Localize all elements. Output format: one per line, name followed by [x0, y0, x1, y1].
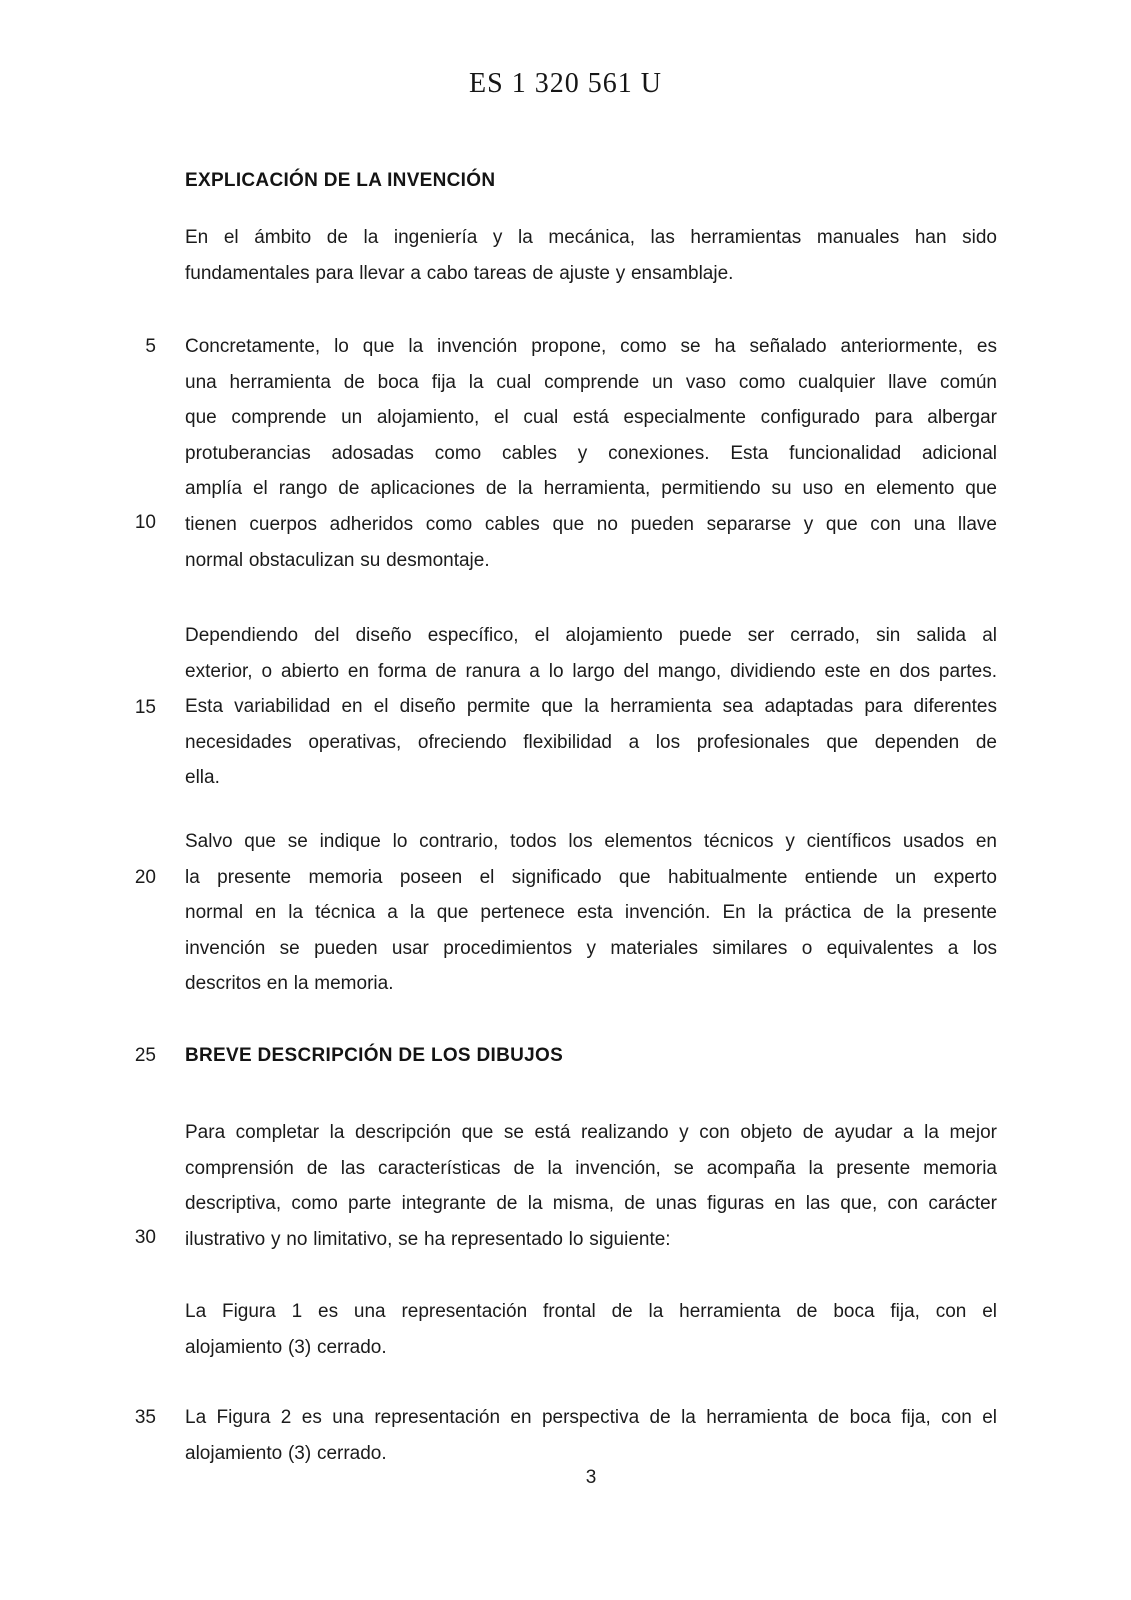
- text-line: La Figura 2 es una representación en perspectiva de la herramienta de boca fija, con el: [185, 1407, 997, 1428]
- margin-line-number: 10: [134, 512, 156, 533]
- text-line: amplía el rango de aplicaciones de la herramienta, permitiendo su uso en elemento que: [185, 478, 997, 500]
- text-line: invención se pueden usar procedimientos y materiales similares o equivalentes a los: [185, 937, 997, 959]
- patent-number-header: ES 1 320 561 U: [469, 68, 662, 99]
- text-line: alojamiento (3) cerrado.: [185, 1442, 387, 1464]
- text-line: que comprende un alojamiento, el cual está especialmente configurado para albergar: [185, 407, 997, 429]
- text-line: tienen cuerpos adheridos como cables que no pueden separarse y que con una llave: [185, 513, 997, 535]
- margin-line-number: 35: [134, 1407, 156, 1428]
- text-line: fundamentales para llevar a cabo tareas de ajuste y ensamblaje.: [185, 262, 734, 284]
- text-line: La Figura 1 es una representación frontal de la herramienta de boca fija, con el: [185, 1301, 997, 1322]
- text-line: la presente memoria poseen el significado que habitualmente entiende un experto: [185, 866, 997, 888]
- section-heading: BREVE DESCRIPCIÓN DE LOS DIBUJOS: [185, 1045, 564, 1066]
- text-line: ilustrativo y no limitativo, se ha representado lo siguiente:: [185, 1228, 671, 1250]
- text-line: Salvo que se indique lo contrario, todos los elementos técnicos y científicos usados en: [185, 831, 997, 852]
- text-line: Para completar la descripción que se está realizando y con objeto de ayudar a la mejor: [185, 1122, 997, 1143]
- paragraph: [185, 1294, 997, 1365]
- text-line: alojamiento (3) cerrado.: [185, 1336, 387, 1358]
- text-line: comprensión de las características de la invención, se acompaña la presente memoria: [185, 1157, 997, 1179]
- margin-line-number: 25: [134, 1045, 156, 1066]
- section-heading: EXPLICACIÓN DE LA INVENCIÓN: [185, 170, 496, 191]
- paragraph: [185, 220, 997, 291]
- text-line: normal en la técnica a la que pertenece esta invención. En la práctica de la presente: [185, 902, 997, 924]
- margin-line-number: 5: [145, 336, 156, 357]
- paragraph: [185, 329, 997, 578]
- text-line: descritos en la memoria.: [185, 973, 394, 995]
- text-line: En el ámbito de la ingeniería y la mecánica, las herramientas manuales han sido: [185, 227, 997, 248]
- text-line: descriptiva, como parte integrante de la misma, de unas figuras en las que, con carácter: [185, 1193, 997, 1215]
- margin-line-number: 15: [134, 697, 156, 718]
- page-number: 3: [585, 1467, 597, 1488]
- text-line: necesidades operativas, ofreciendo flexibilidad a los profesionales que dependen de: [185, 731, 997, 753]
- text-line: Concretamente, lo que la invención propone, como se ha señalado anteriormente, es: [185, 336, 997, 357]
- text-line: ella.: [185, 767, 220, 789]
- margin-line-number: 20: [134, 867, 156, 888]
- text-line: Esta variabilidad en el diseño permite que la herramienta sea adaptadas para diferentes: [185, 696, 997, 718]
- text-line: exterior, o abierto en forma de ranura a lo largo del mango, dividiendo este en dos partes.: [185, 660, 997, 682]
- paragraph: [185, 1115, 997, 1257]
- paragraph: [185, 824, 997, 1002]
- margin-line-number: 30: [134, 1227, 156, 1248]
- text-line: Dependiendo del diseño específico, el alojamiento puede ser cerrado, sin salida al: [185, 625, 997, 646]
- text-line: una herramienta de boca fija la cual comprende un vaso como cualquier llave común: [185, 371, 997, 393]
- paragraph: [185, 618, 997, 796]
- text-line: protuberancias adosadas como cables y conexiones. Esta funcionalidad adicional: [185, 442, 997, 464]
- text-line: normal obstaculizan su desmontaje.: [185, 549, 490, 571]
